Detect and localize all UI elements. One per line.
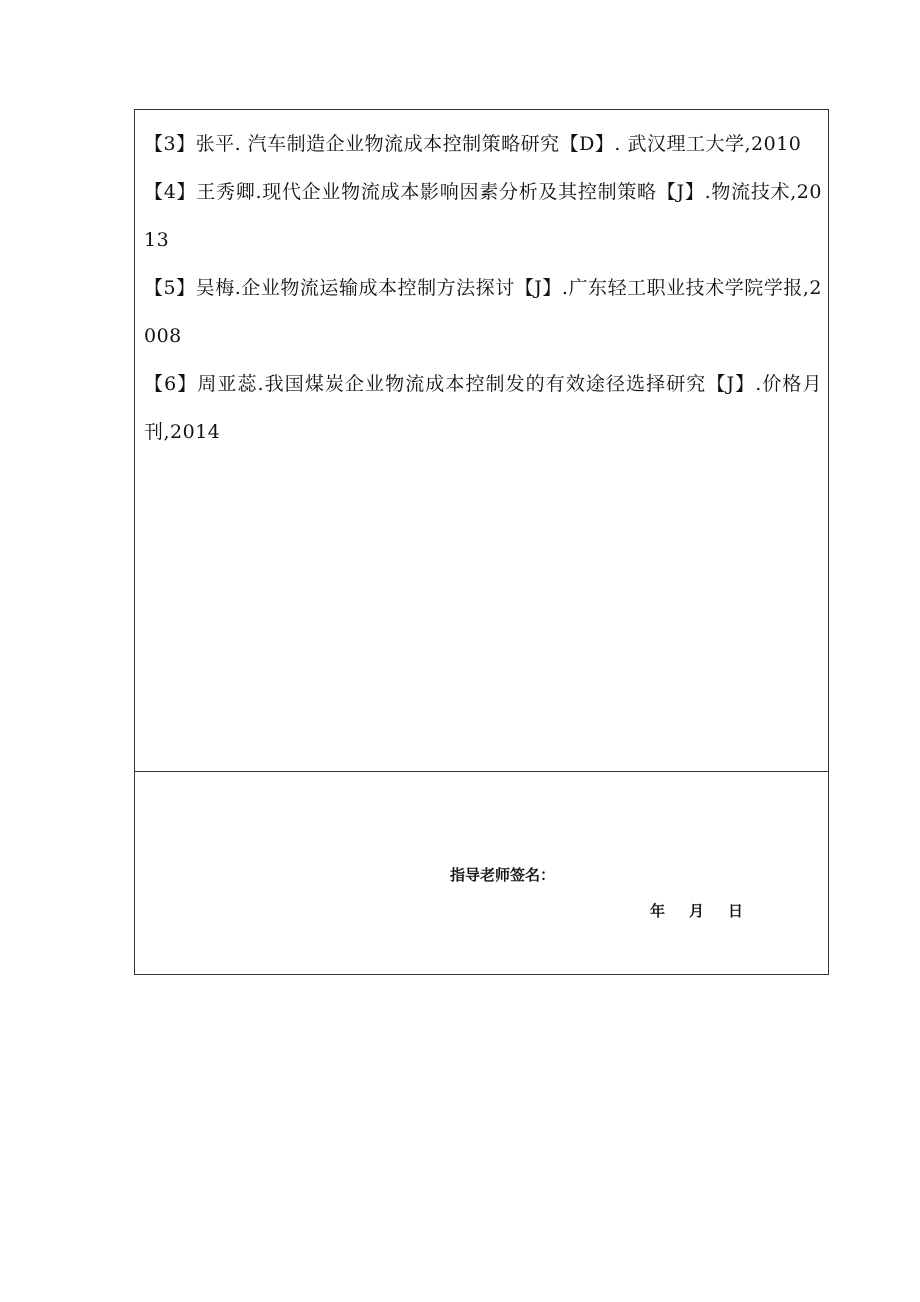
date-year-label: 年	[650, 902, 666, 920]
signature-date	[650, 900, 743, 921]
reference-item-6: 【6】周亚蕊.我国煤炭企业物流成本控制发的有效途径选择研究【J】.价格月刊,2014	[144, 373, 822, 443]
reference-list	[144, 120, 822, 456]
reference-item-3: 【3】张平. 汽车制造企业物流成本控制策略研究【D】. 武汉理工大学,2010	[144, 133, 802, 155]
date-month-label: 月	[689, 902, 705, 920]
advisor-signature-label: 指导老师签名：	[450, 866, 556, 884]
signature-cell	[135, 772, 828, 975]
date-day-label: 日	[728, 902, 744, 920]
references-cell	[135, 110, 828, 772]
reference-item-4: 【4】王秀卿.现代企业物流成本影响因素分析及其控制策略【J】.物流技术,2013	[144, 181, 822, 251]
reference-item-5: 【5】吴梅.企业物流运输成本控制方法探讨【J】.广东轻工职业技术学院学报,2008	[144, 277, 822, 347]
report-form-table	[134, 109, 829, 975]
